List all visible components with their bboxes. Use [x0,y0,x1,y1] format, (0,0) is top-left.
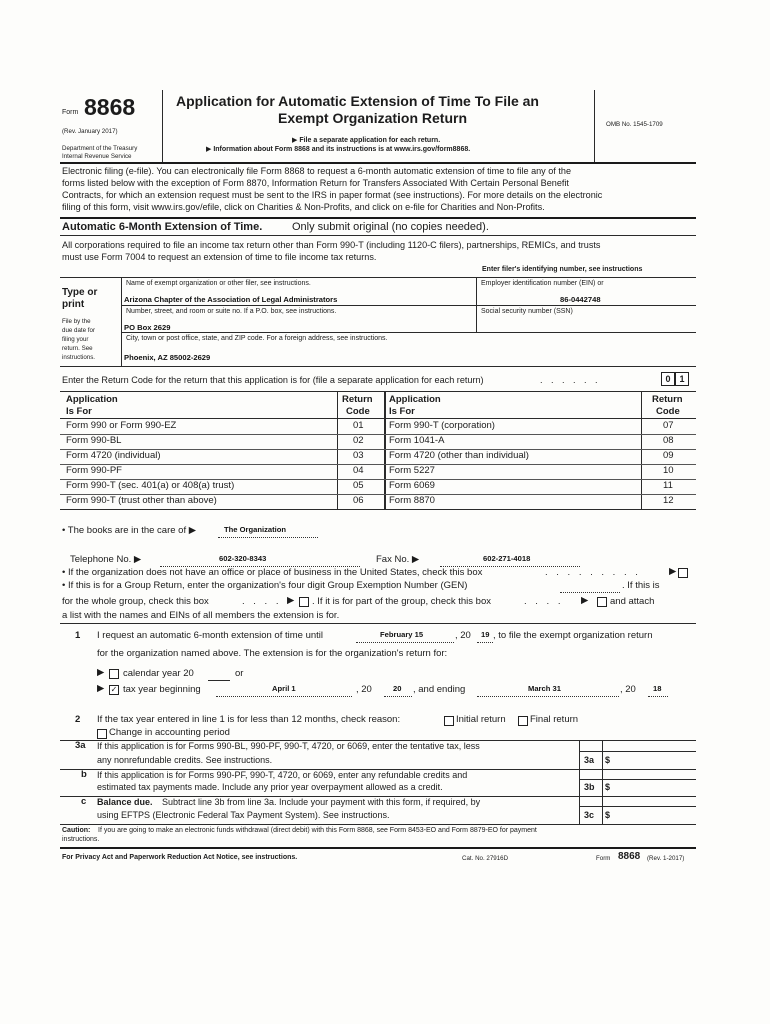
and-ending-label: , and ending [413,684,466,695]
right-app-cell: Form 4720 (other than individual) [389,450,529,461]
info-url-note: ▶ Information about Form 8868 and its instructions is at www.irs.gov/form8868. [206,146,471,153]
corporations-note-line1: All corporations required to file an income tax return other than Form 990-T (including 1120-C filers), partnerships, REMICs, and trusts [62,240,601,250]
line-3a-amount-field[interactable] [614,752,694,768]
caution-text-2: instructions. [62,836,100,843]
ssn-label: Social security number (SSN) [481,308,573,315]
table-row [60,419,696,435]
line-3b-dollar: $ [605,782,611,792]
return-code-digit-1[interactable]: 0 [661,372,675,386]
col-app-header-right: Application [389,394,441,405]
right-app-cell: Form 990-T (corporation) [389,420,495,431]
whole-group-text: for the whole group, check this box [62,596,209,607]
footer-form-label: Form [596,855,611,862]
arrow-icon: ▶ [287,595,295,606]
org-name-label: Name of exempt organization or other filer, see instructions. [126,280,311,287]
attach-text: and attach [610,596,655,607]
line-3a-text-1: If this application is for Forms 990-BL, 990-PF, 990-T, 4720, or 6069, enter the tentative tax, less [97,741,480,751]
part-group-checkbox[interactable] [597,597,607,607]
line-3b-amount-field[interactable] [614,780,694,795]
col-code-header-right: Code [656,406,680,417]
line-3c-text-1: Subtract line 3b from line 3a. Include your payment with this form, if required, by [162,797,481,807]
begin-year-prefix: , 20 [356,684,372,695]
line-1-number: 1 [75,630,81,641]
col-code-header: Code [346,406,370,417]
col-app-header: Application [66,394,118,405]
line-3a-box-label: 3a [584,755,595,765]
calendar-year-label: calendar year 20 [123,668,194,679]
caution-label: Caution: [62,827,91,834]
arrow-icon: ▶ [669,566,677,577]
line-1-year-prefix: , 20 [455,630,471,641]
print-label: print [62,299,85,310]
right-app-cell: Form 5227 [389,465,435,476]
table-row [60,434,696,450]
footer-form-number: 8868 [618,851,641,862]
right-code-cell: 07 [663,420,674,431]
left-code-cell: 02 [353,435,364,446]
initial-return-checkbox[interactable] [444,716,454,726]
left-code-cell: 06 [353,495,364,506]
line-1-text: I request an automatic 6-month extension of time until [97,630,324,641]
arrow-icon: ▶ [97,683,105,694]
left-code-cell: 03 [353,450,364,461]
org-name-field[interactable]: Arizona Chapter of the Association of Legal Administrators [124,295,338,304]
fax-field[interactable]: 602-271-4018 [483,554,531,563]
city-field[interactable]: Phoenix, AZ 85002-2629 [124,353,211,362]
col-return-header-right: Return [652,394,683,405]
line-3b-box-label: 3b [584,782,595,792]
gen-suffix: . If this is [622,580,660,591]
line-3c-text-2: using EFTPS (Electronic Federal Tax Payment System). See instructions. [97,810,390,820]
left-code-cell: 04 [353,465,364,476]
books-care-label: • The books are in the care of ▶ [62,525,197,536]
caution-text-1: If you are going to make an electronic funds withdrawal (direct debit) with this Form 8868, see Form 8453-EO and Form 8879-EO for payment [98,827,537,834]
members-list-text: a list with the names and EINs of all members the extension is for. [62,610,340,621]
final-return-label: Final return [530,714,579,725]
form-number: 8868 [84,94,136,120]
agency-line: Internal Revenue Service [62,153,132,160]
line-3c-box-label: 3c [584,810,595,820]
whole-group-checkbox[interactable] [299,597,309,607]
line-3c-number: c [81,796,87,807]
line-2-text: If the tax year entered in line 1 is for less than 12 months, check reason: [97,714,401,725]
ssn-field[interactable] [481,318,691,330]
books-care-field[interactable]: The Organization [224,525,287,534]
line-3c-dollar: $ [605,810,611,820]
telephone-field[interactable]: 602-320-8343 [219,554,267,563]
efile-line1: Electronic filing (e-file). You can electronically file Form 8868 to request a 6-month automatic extension of time to file any of the [62,166,572,176]
extension-until-year[interactable]: 19 [481,630,490,639]
footer-revision: (Rev. 1-2017) [647,855,685,862]
form-title-line2: Exempt Organization Return [278,110,468,126]
left-app-cell: Form 990-T (trust other than above) [66,495,217,506]
side-note-4: return. See [62,345,93,352]
left-app-cell: Form 990-BL [66,435,122,446]
ein-label: Employer identification number (EIN) or [481,280,604,287]
line-1-text-cont: , to file the exempt organization return [493,630,653,641]
side-note-2: due date for [62,327,96,334]
form-label: Form [62,109,79,116]
line-3b-text-1: If this application is for Forms 990-PF, 990-T, 4720, or 6069, enter any refundable credits and [97,770,468,780]
catalog-number: Cat. No. 27916D [462,855,509,862]
right-code-cell: 10 [663,465,674,476]
telephone-label: Telephone No. ▶ [70,554,142,565]
city-label: City, town or post office, state, and ZIP code. For a foreign address, see instructions. [126,335,388,342]
fax-label: Fax No. ▶ [376,554,420,565]
table-row [60,494,696,509]
efile-line2: forms listed below with the exception of Form 8870, Information Return for Transfers Associated With Certain Personal Benefit [62,178,569,188]
tax-year-label: tax year beginning [123,684,201,695]
end-year-prefix: , 20 [620,684,636,695]
change-period-checkbox[interactable] [97,729,107,739]
right-code-cell: 09 [663,450,674,461]
efile-line4: filing of this form, visit www.irs.gov/efile, click on Charities & Non-Profits, and click on e-file for Charities and Non-Profits. [62,202,545,212]
tax-year-end-date[interactable]: March 31 [528,684,561,693]
left-app-cell: Form 990-T (sec. 401(a) or 408(a) trust) [66,480,235,491]
final-return-checkbox[interactable] [518,716,528,726]
line-1-text-2: for the organization named above. The extension is for the organization's return for: [97,648,448,659]
line-2-number: 2 [75,714,81,725]
line-3b-text-2: estimated tax payments made. Include any prior year overpayment allowed as a credit. [97,782,443,792]
left-app-cell: Form 990 or Form 990-EZ [66,420,177,431]
side-note-3: filing your [62,336,89,343]
right-app-cell: Form 6069 [389,480,435,491]
table-row [60,464,696,480]
line-3a-number: 3a [75,740,86,751]
line-3b-number: b [81,769,87,780]
ein-field[interactable]: 86-0442748 [560,295,601,304]
right-app-cell: Form 1041-A [389,435,445,446]
tax-year-end-year[interactable]: 18 [653,684,662,693]
change-period-label: Change in accounting period [109,727,230,738]
table-row [60,449,696,465]
right-app-cell: Form 8870 [389,495,435,506]
left-app-cell: Form 4720 (individual) [66,450,161,461]
left-code-cell: 05 [353,480,364,491]
type-or-label: Type or [62,287,98,298]
arrow-icon: ▶ [581,595,589,606]
left-code-cell: 01 [353,420,364,431]
balance-due-label: Balance due. [97,797,153,807]
department-line: Department of the Treasury [62,145,138,152]
line-3a-dollar: $ [605,755,611,765]
extension-until-date[interactable]: February 15 [380,630,424,639]
corporations-note-line2: must use Form 7004 to request an extension of time to file income tax returns. [62,252,377,262]
return-code-prompt: Enter the Return Code for the return that this application is for (file a separate application for each return) [62,375,484,385]
section-title: Automatic 6-Month Extension of Time. [62,221,263,233]
calendar-year-checkbox[interactable] [109,669,119,679]
street-field[interactable]: PO Box 2629 [124,323,171,332]
efile-line3: Contracts, for which an extension request must be sent to the IRS in paper format (see instructions). For more details on the electronic [62,190,603,200]
right-code-cell: 11 [663,480,673,491]
col-return-header: Return [342,394,373,405]
tax-year-checkbox[interactable]: ✓ [110,685,118,694]
line-3c-amount-field[interactable] [614,807,694,823]
or-label: or [235,668,244,679]
no-office-text: • If the organization does not have an office or place of business in the United States, check this box [62,567,483,578]
tax-year-begin-year[interactable]: 20 [393,684,402,693]
file-separate-note: ▶ File a separate application for each return. [292,137,441,144]
side-note-5: instructions. [62,354,96,361]
initial-return-label: Initial return [456,714,506,725]
col-isfor-header: Is For [66,406,92,417]
identifying-number-heading: Enter filer's identifying number, see instructions [482,266,643,273]
return-code-digit-2[interactable]: 1 [675,372,689,386]
revision-date: (Rev. January 2017) [62,128,118,135]
table-row [60,479,696,495]
tax-year-begin-date[interactable]: April 1 [272,684,296,693]
left-app-cell: Form 990-PF [66,465,122,476]
right-code-cell: 08 [663,435,674,446]
privacy-notice: For Privacy Act and Paperwork Reduction Act Notice, see instructions. [62,854,298,861]
side-note-1: File by the [62,318,91,325]
section-subtitle: Only submit original (no copies needed). [292,221,489,233]
col-isfor-header-right: Is For [389,406,415,417]
group-return-text: • If this is for a Group Return, enter the organization's four digit Group Exemption Number (GEN) [62,580,468,591]
omb-number: OMB No. 1545-1709 [606,121,663,128]
arrow-icon: ▶ [97,667,105,678]
street-label: Number, street, and room or suite no. If a P.O. box, see instructions. [126,308,337,315]
line-3a-text-2: any nonrefundable credits. See instructions. [97,755,273,765]
form-title-line1: Application for Automatic Extension of Time To File an [176,93,539,109]
no-office-checkbox[interactable] [678,568,688,578]
part-group-text: . If it is for part of the group, check this box [312,596,492,607]
right-code-cell: 12 [663,495,674,506]
